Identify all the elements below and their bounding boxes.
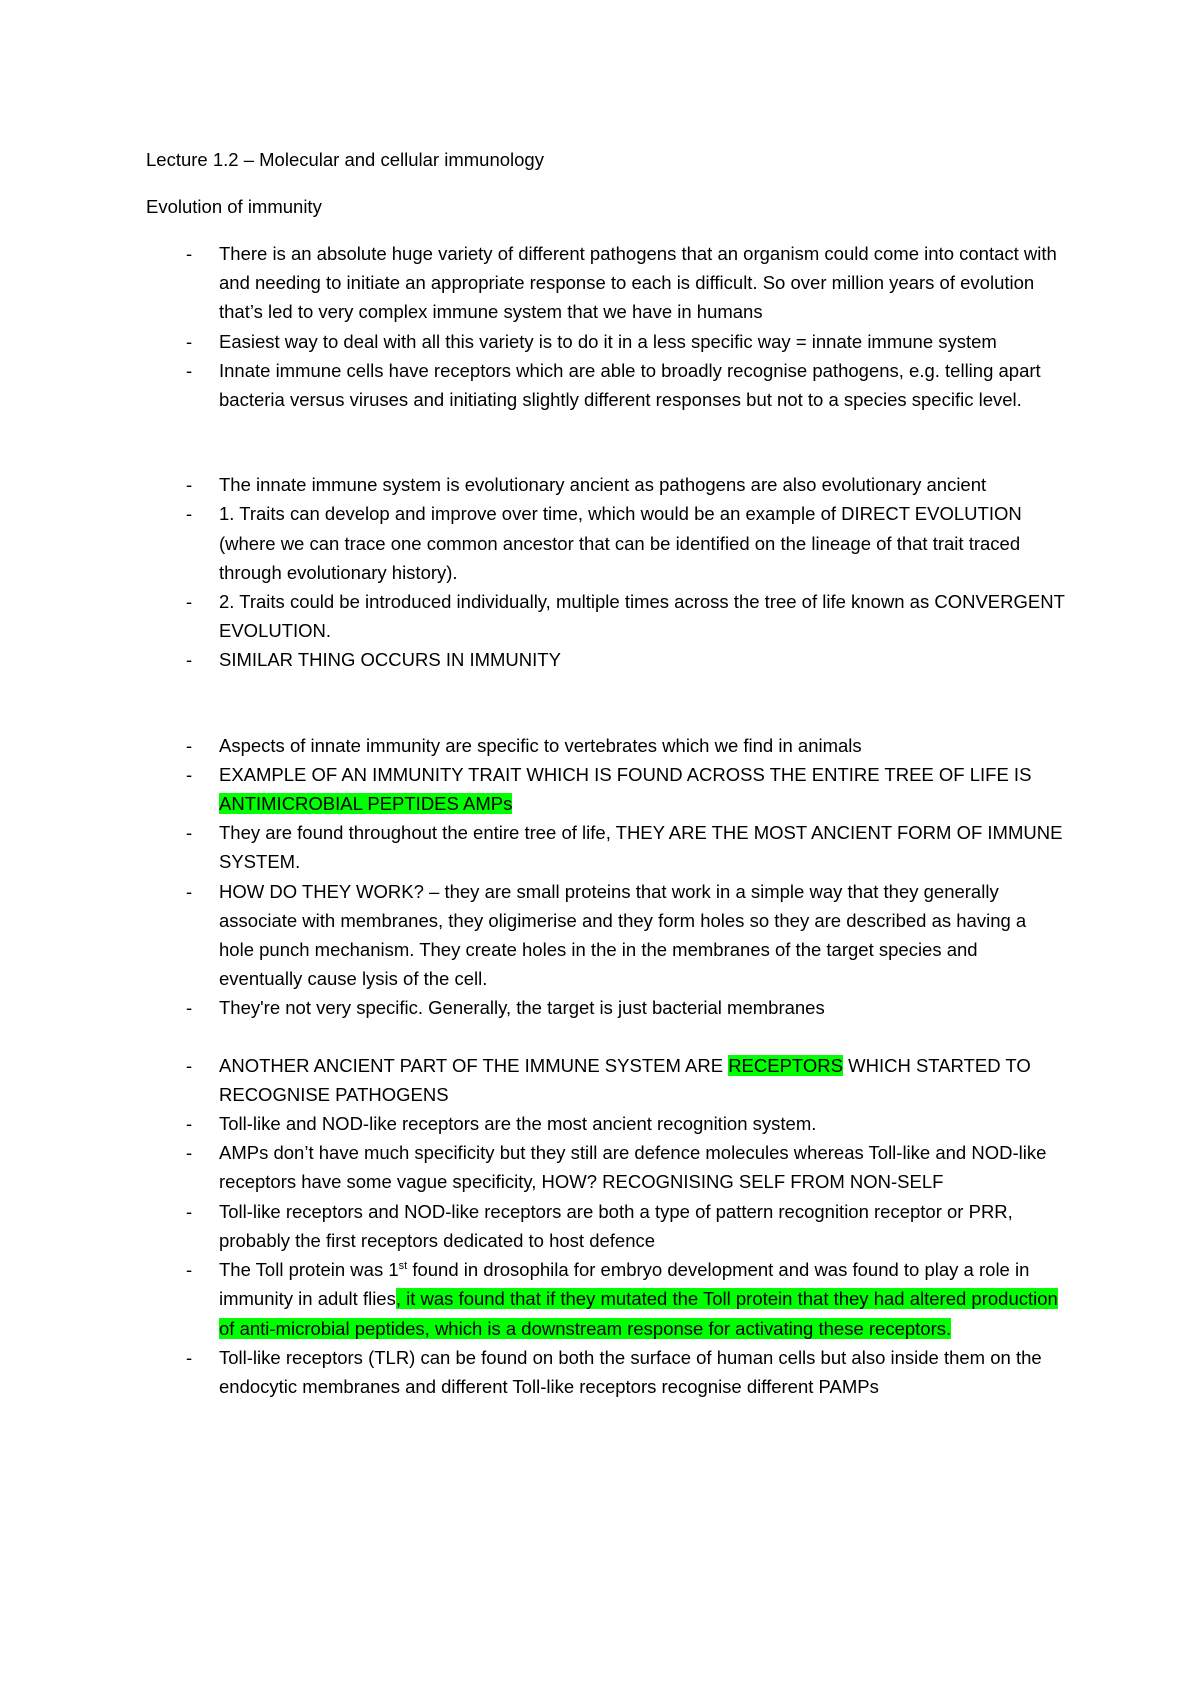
bullet-item [146, 1109, 1066, 1138]
bullet-text: SIMILAR THING OCCURS IN IMMUNITY [219, 649, 561, 671]
bullet-text: Toll-like receptors and NOD-like receptors are both a type of pattern recognition receptor or PRR, probably the first receptors dedicated to host defence [219, 1200, 1013, 1251]
bullet-text: ANOTHER ANCIENT PART OF THE IMMUNE SYSTEM ARE [219, 1054, 729, 1076]
bullet-text: They're not very specific. Generally, the target is just bacterial membranes [219, 997, 825, 1019]
bullet-text: HOW DO THEY WORK? – they are small proteins that work in a simple way that they generally associate with membranes, they oligimerise and they form holes so they are described as having a hole punch mechanism. They create holes in the in the membranes of the target species and eventually cause lysis of the cell. [219, 880, 1027, 990]
bullet-item [146, 587, 1066, 645]
bullet-text: Toll-like receptors (TLR) can be found on both the surface of human cells but also inside them on the endocytic membranes and different Toll-like receptors recognise different PAMPs [219, 1346, 1042, 1397]
bullet-list [146, 239, 1066, 1401]
bullet-item [146, 1343, 1066, 1401]
document-page [146, 145, 1066, 1401]
bullet-text: AMPs don’t have much specificity but they still are defence molecules whereas Toll-like and NOD-like receptors have some vague specificity, HOW? RECOGNISING SELF FROM NON-SELF [219, 1142, 1047, 1193]
highlighted-text: ANTIMICROBIAL PEPTIDES AMPs [219, 793, 513, 815]
bullet-item [146, 993, 1066, 1022]
bullet-item [146, 760, 1066, 818]
bullet-item [146, 877, 1066, 994]
bullet-text: found in drosophila for embryo development and was found to play a role in immunity in adult flies [219, 1259, 1030, 1310]
bullet-item [146, 1197, 1066, 1255]
section-heading: Evolution of immunity [146, 196, 322, 217]
bullet-item [146, 1255, 1066, 1343]
bullet-text: Aspects of innate immunity are specific to vertebrates which we find in animals [219, 734, 862, 756]
bullet-item [146, 356, 1066, 414]
bullet-text: There is an absolute huge variety of different pathogens that an organism could come into contact with and needing to initiate an appropriate response to each is difficult. So over million years of evolution that’s led to very complex immune system that we have in humans [219, 243, 1057, 323]
highlighted-text: RECEPTORS [728, 1054, 843, 1076]
bullet-text: Easiest way to deal with all this variety is to do it in a less specific way = innate immune system [219, 330, 997, 352]
document-title: Lecture 1.2 – Molecular and cellular immunology [146, 149, 544, 170]
bullet-item [146, 1138, 1066, 1196]
bullet-item [146, 645, 1066, 674]
bullet-item [146, 239, 1066, 327]
bullet-text: The Toll protein was 1 [219, 1259, 399, 1281]
bullet-item [146, 470, 1066, 499]
bullet-item [146, 1051, 1066, 1109]
bullet-item [146, 818, 1066, 876]
bullet-text: Toll-like and NOD-like receptors are the most ancient recognition system. [219, 1113, 817, 1135]
superscript-text: st [398, 1259, 408, 1272]
bullet-text: WHICH STARTED TO RECOGNISE PATHOGENS [219, 1054, 1031, 1105]
bullet-item [146, 499, 1066, 587]
bullet-item [146, 731, 1066, 760]
bullet-text: They are found throughout the entire tree of life, THEY ARE THE MOST ANCIENT FORM OF IMMUNE SYSTEM. [219, 822, 1063, 873]
bullet-text: 1. Traits can develop and improve over time, which would be an example of DIRECT EVOLUTION (where we can trace one common ancestor that can be identified on the lineage of that trait traced through evolutionary history). [219, 503, 1022, 583]
bullet-text: Innate immune cells have receptors which are able to broadly recognise pathogens, e.g. telling apart bacteria versus viruses and initiating slightly different responses but not to a species specific level. [219, 359, 1041, 411]
bullet-text: 2. Traits could be introduced individually, multiple times across the tree of life known as CONVERGENT EVOLUTION. [219, 591, 1065, 642]
bullet-item [146, 327, 1066, 356]
bullet-text: EXAMPLE OF AN IMMUNITY TRAIT WHICH IS FOUND ACROSS THE ENTIRE TREE OF LIFE IS [219, 763, 1032, 785]
highlighted-text: , it was found that if they mutated the Toll protein that they had altered production of anti-microbial peptides, which is a downstream response for activating these receptors. [219, 1288, 1058, 1339]
bullet-text: The innate immune system is evolutionary ancient as pathogens are also evolutionary ancient [219, 474, 987, 496]
